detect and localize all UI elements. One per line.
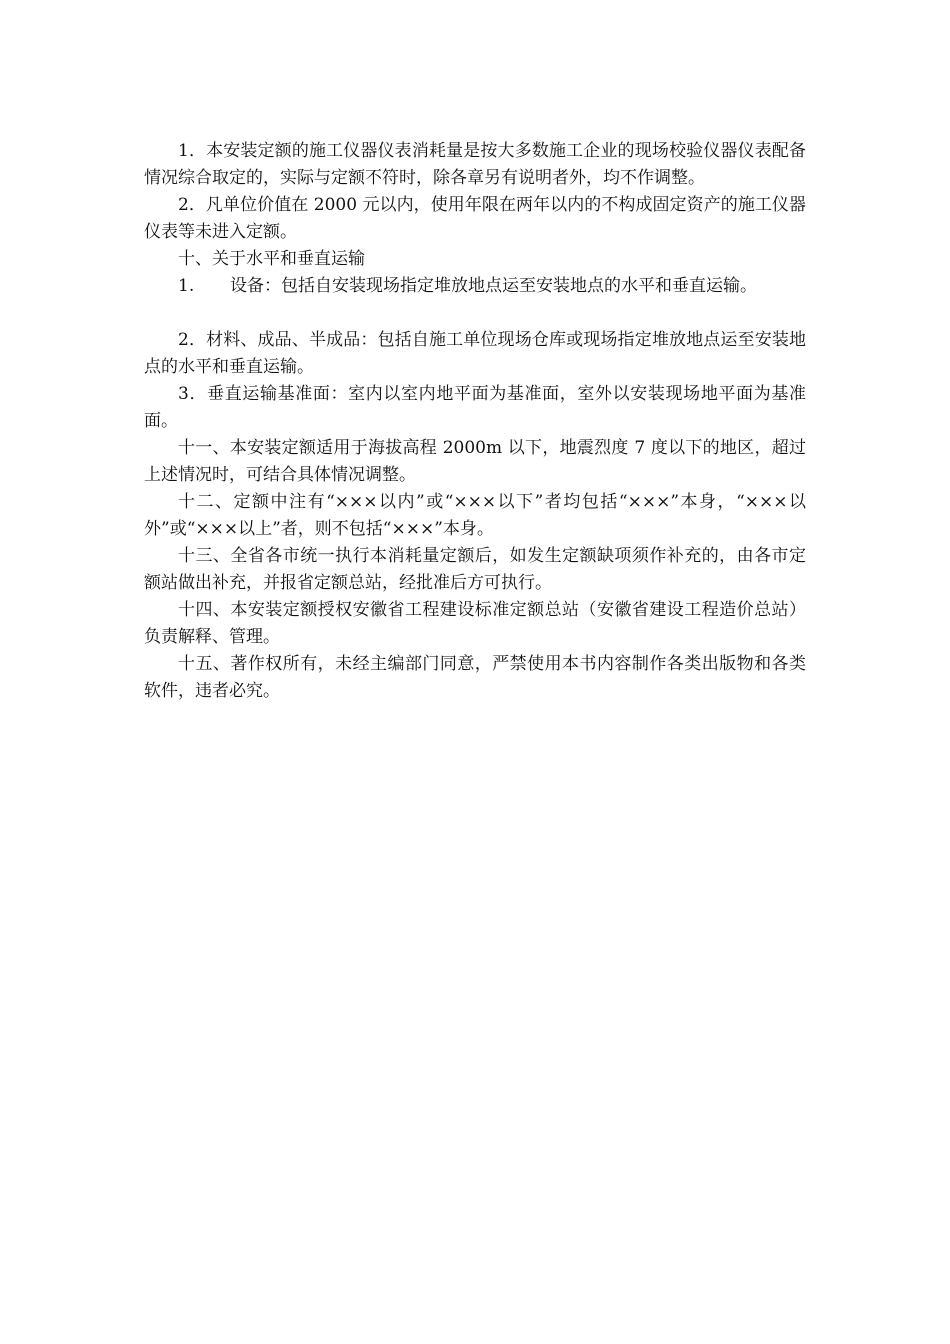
paragraph-instrument-value-limit: 2．凡单位价值在 2000 元以内，使用年限在两年以内的不构成固定资产的施工仪器仪表等未进入定额。 — [144, 195, 806, 242]
item-number: 1. — [178, 276, 195, 296]
item-text: 设备：包括自安装现场指定堆放地点运至安装地点的水平和垂直运输。 — [230, 276, 757, 296]
paragraph-materials-transport: 2．材料、成品、半成品：包括自施工单位现场仓库或现场指定堆放地点运至安装地点的水平和垂直运输。 — [144, 330, 806, 377]
section-heading-transport: 十、关于水平和垂直运输 — [178, 249, 365, 269]
paragraph-vertical-datum: 3．垂直运输基准面：室内以室内地平面为基准面，室外以安装现场地平面为基准面。 — [144, 384, 806, 431]
paragraph-authority: 十四、本安装定额授权安徽省工程建设标准定额总站（安徽省建设工程造价总站）负责解释、管理。 — [144, 600, 806, 647]
blank-line — [144, 300, 806, 327]
paragraph-range-notation: 十二、定额中注有“×××以内”或“×××以下”者均包括“×××”本身，“×××以外”或“×××以上”者，则不包括“×××”本身。 — [144, 492, 806, 539]
paragraph-supplements: 十三、全省各市统一执行本消耗量定额后，如发生定额缺项须作补充的，由各市定额站做出补充，并报省定额总站，经批准后方可执行。 — [144, 546, 806, 593]
paragraph-equipment-transport — [144, 273, 806, 300]
document-page — [144, 138, 806, 705]
paragraph-copyright: 十五、著作权所有，未经主编部门同意，严禁使用本书内容制作各类出版物和各类软件，违者必究。 — [144, 654, 806, 701]
paragraph-altitude-limit: 十一、本安装定额适用于海拔高程 2000m 以下，地震烈度 7 度以下的地区，超过上述情况时，可结合具体情况调整。 — [144, 438, 806, 485]
paragraph-instrument-consumption: 1．本安装定额的施工仪器仪表消耗量是按大多数施工企业的现场校验仪器仪表配备情况综合取定的，实际与定额不符时，除各章另有说明者外，均不作调整。 — [144, 141, 806, 188]
